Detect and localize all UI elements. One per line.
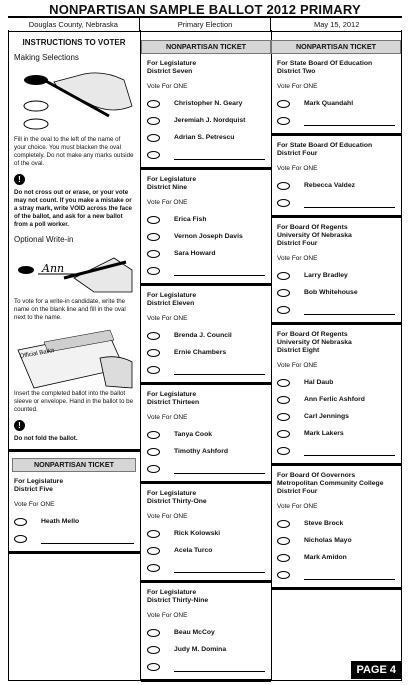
candidate-row[interactable] — [147, 426, 267, 443]
warning-icon: ! — [14, 420, 25, 431]
official-ballot-label: Official Ballot — [19, 347, 55, 360]
writein-row[interactable] — [147, 460, 267, 477]
candidate-row[interactable] — [277, 549, 397, 566]
writein-line[interactable] — [174, 563, 265, 573]
contest-office-title: University Of Nebraska — [277, 232, 352, 239]
selection-oval[interactable] — [277, 289, 290, 297]
vote-for-instruction: Vote For ONE — [14, 501, 55, 508]
writein-line[interactable] — [174, 662, 265, 672]
optional-writein-heading: Optional Write-in — [14, 235, 74, 244]
selection-oval[interactable] — [147, 663, 160, 671]
contest-office-title: For Legislature — [147, 589, 197, 596]
candidate-row[interactable] — [147, 542, 267, 559]
selection-oval[interactable] — [147, 629, 160, 637]
selection-oval[interactable] — [147, 564, 160, 572]
candidate-row[interactable] — [147, 525, 267, 542]
selection-oval[interactable] — [277, 306, 290, 314]
selection-oval[interactable] — [277, 520, 290, 528]
selection-oval[interactable] — [147, 465, 160, 473]
election-label: Primary Election — [139, 18, 271, 31]
selection-oval[interactable] — [147, 646, 160, 654]
vote-for-instruction: Vote For ONE — [147, 513, 188, 520]
writein-row[interactable] — [147, 361, 267, 378]
writein-row[interactable] — [277, 566, 397, 583]
contest-office-title: District Two — [277, 68, 316, 75]
candidate-row[interactable] — [147, 211, 267, 228]
county-label: Douglas County, Nebraska — [28, 20, 118, 29]
contest-office-title: For Legislature — [147, 292, 197, 299]
selection-oval[interactable] — [14, 518, 27, 526]
candidate-name: Tanya Cook — [174, 431, 213, 438]
contest — [141, 583, 271, 682]
selection-oval[interactable] — [277, 117, 290, 125]
writein-line[interactable] — [304, 198, 395, 208]
selection-oval[interactable] — [147, 216, 160, 224]
candidate-name: Acela Turco — [174, 547, 213, 554]
candidate-row[interactable] — [147, 112, 267, 129]
candidate-name: Bob Whitehouse — [304, 289, 358, 296]
writein-row[interactable] — [147, 146, 267, 163]
candidate-name: Steve Brock — [304, 520, 344, 527]
candidate-row[interactable] — [147, 344, 267, 361]
candidate-row[interactable] — [147, 228, 267, 245]
candidate-name: Heath Mello — [41, 518, 80, 525]
selection-oval[interactable] — [277, 272, 290, 280]
candidate-name: Nicholas Mayo — [304, 537, 352, 544]
instructions-heading: INSTRUCTIONS TO VOTER — [22, 38, 126, 47]
contest — [141, 170, 271, 286]
selection-oval[interactable] — [147, 100, 160, 108]
selection-oval[interactable] — [147, 151, 160, 159]
candidate-row[interactable] — [277, 267, 397, 284]
writein-line[interactable] — [41, 534, 134, 544]
selection-oval[interactable] — [147, 431, 160, 439]
col3-contests — [271, 54, 401, 590]
writein-line[interactable] — [304, 570, 395, 580]
candidate-name: Larry Bradley — [304, 272, 348, 279]
candidate-row[interactable] — [147, 327, 267, 344]
candidate-name: Vernon Joseph Davis — [174, 233, 243, 240]
writein-line[interactable] — [304, 446, 395, 456]
vote-for-instruction: Vote For ONE — [147, 612, 188, 619]
contest-office-title: Metropolitan Community College — [277, 480, 384, 487]
selection-oval[interactable] — [147, 349, 160, 357]
contest-office-title: District Thirty-One — [147, 498, 207, 505]
instructions-column — [8, 30, 140, 680]
selection-oval[interactable] — [147, 117, 160, 125]
contest — [141, 54, 271, 170]
selection-oval[interactable] — [277, 100, 290, 108]
candidate-row[interactable] — [147, 641, 267, 658]
writein-row[interactable] — [147, 262, 267, 279]
candidate-row[interactable] — [147, 129, 267, 146]
candidate-name: Erica Fish — [174, 216, 207, 223]
writein-line[interactable] — [304, 305, 395, 315]
vote-for-instruction: Vote For ONE — [277, 83, 318, 90]
writein-instruction-text: To vote for a write-in candidate, write the name on the blank line and fill in the oval next to the name. — [14, 298, 126, 321]
selection-oval[interactable] — [147, 530, 160, 538]
vote-for-instruction: Vote For ONE — [147, 414, 188, 421]
contest-office-title: District Eleven — [147, 300, 195, 307]
contest-office-title: For State Board Of Education — [277, 142, 373, 149]
fill-instruction-text: Fill in the oval to the left of the name of your choice. You must blacken the oval completely. Do not make any marks outside of the oval. — [14, 136, 134, 167]
contest — [271, 54, 401, 136]
writein-illustration — [14, 248, 134, 298]
candidate-row[interactable] — [277, 284, 397, 301]
candidate-name: Mark Quandahl — [304, 100, 354, 107]
contest — [8, 472, 140, 554]
section-header: NONPARTISAN TICKET — [271, 40, 401, 54]
date-label: May 15, 2012 — [270, 18, 402, 31]
legislature-column — [140, 30, 272, 680]
selection-oval[interactable] — [147, 134, 160, 142]
contest-office-title: For Board Of Regents — [277, 331, 348, 338]
warning-icon: ! — [14, 174, 25, 185]
writein-row[interactable] — [14, 530, 136, 547]
section-header: NONPARTISAN TICKET — [141, 40, 271, 54]
writein-row[interactable] — [147, 658, 267, 675]
selection-oval[interactable] — [147, 233, 160, 241]
contest-office-title: For Legislature — [147, 490, 197, 497]
selection-oval[interactable] — [277, 430, 290, 438]
contest-office-title: District Four — [277, 240, 318, 247]
contest — [271, 466, 401, 590]
candidate-name: Ernie Chambers — [174, 349, 227, 356]
candidate-name: Judy M. Domina — [174, 646, 227, 653]
contest-office-title: District Seven — [147, 68, 193, 75]
contest-office-title: District Four — [277, 488, 318, 495]
contest — [271, 218, 401, 325]
col1-contests — [8, 472, 140, 554]
contest-office-title: For State Board Of Education — [277, 60, 373, 67]
candidate-name: Sara Howard — [174, 250, 216, 257]
candidate-row[interactable] — [147, 95, 267, 112]
selection-oval[interactable] — [277, 199, 290, 207]
section-header: NONPARTISAN TICKET — [12, 458, 136, 472]
contest-office-title: For Legislature — [147, 176, 197, 183]
contest — [271, 136, 401, 218]
vote-for-instruction: Vote For ONE — [277, 165, 318, 172]
contest-office-title: University Of Nebraska — [277, 339, 352, 346]
writein-line[interactable] — [174, 464, 265, 474]
contest-office-title: District Five — [14, 486, 53, 493]
candidate-name: Rick Kolowski — [174, 530, 221, 537]
ballot-sleeve-illustration — [14, 328, 134, 390]
vote-for-instruction: Vote For ONE — [147, 83, 188, 90]
ballot-title: NONPARTISAN SAMPLE BALLOT 2012 PRIMARY — [49, 2, 361, 17]
contest-office-title: District Nine — [147, 184, 188, 191]
contest — [271, 325, 401, 466]
contest — [141, 286, 271, 385]
contest-office-title: For Legislature — [14, 478, 64, 485]
candidate-row[interactable] — [277, 425, 397, 442]
writein-sample-name: Ann — [42, 262, 65, 275]
boards-column — [271, 30, 401, 680]
candidate-name: Mark Lakers — [304, 430, 344, 437]
contest-office-title: District Thirteen — [147, 399, 200, 406]
contest-office-title: District Four — [277, 150, 318, 157]
vote-for-instruction: Vote For ONE — [147, 315, 188, 322]
candidate-row[interactable] — [277, 374, 397, 391]
selection-oval[interactable] — [277, 537, 290, 545]
candidate-row[interactable] — [277, 515, 397, 532]
selection-oval[interactable] — [147, 332, 160, 340]
candidate-row[interactable] — [14, 513, 136, 530]
writein-line[interactable] — [174, 150, 265, 160]
candidate-name: Timothy Ashford — [174, 448, 228, 455]
candidate-name: Mark Amidon — [304, 554, 347, 561]
writein-row[interactable] — [277, 301, 397, 318]
writein-row[interactable] — [277, 112, 397, 129]
writein-row[interactable] — [147, 559, 267, 576]
writein-line[interactable] — [174, 365, 265, 375]
selection-oval[interactable] — [277, 396, 290, 404]
candidate-name: Beau McCoy — [174, 629, 215, 636]
selection-oval[interactable] — [147, 448, 160, 456]
selection-oval[interactable] — [147, 366, 160, 374]
contest-office-title: For Legislature — [147, 391, 197, 398]
candidate-row[interactable] — [147, 245, 267, 262]
fill-oval-illustration — [14, 66, 134, 136]
writein-row[interactable] — [277, 194, 397, 211]
candidate-name: Adrian S. Petrescu — [174, 134, 235, 141]
candidate-name: Rebecca Valdez — [304, 182, 356, 189]
selection-oval[interactable] — [277, 413, 290, 421]
contest — [141, 484, 271, 583]
candidate-name: Brenda J. Council — [174, 332, 232, 339]
selection-oval[interactable] — [277, 379, 290, 387]
contest-office-title: For Board Of Governors — [277, 472, 356, 479]
contest-office-title: District Eight — [277, 347, 320, 354]
candidate-row[interactable] — [147, 443, 267, 460]
vote-for-instruction: Vote For ONE — [147, 199, 188, 206]
making-selections-heading: Making Selections — [14, 53, 79, 62]
candidate-row[interactable] — [277, 391, 397, 408]
vote-for-instruction: Vote For ONE — [277, 255, 318, 262]
col2-contests — [141, 54, 271, 682]
candidate-name: Carl Jennings — [304, 413, 349, 420]
candidate-name: Hal Daub — [304, 379, 334, 386]
writein-line[interactable] — [174, 266, 265, 276]
contest-office-title: District Thirty-Nine — [147, 597, 209, 604]
writein-line[interactable] — [304, 116, 395, 126]
selection-oval[interactable] — [277, 571, 290, 579]
candidate-row[interactable] — [277, 408, 397, 425]
selection-oval[interactable] — [277, 447, 290, 455]
candidate-row[interactable] — [277, 532, 397, 549]
writein-row[interactable] — [277, 442, 397, 459]
page-number-badge: PAGE 4 — [351, 661, 401, 679]
vote-for-instruction: Vote For ONE — [277, 362, 318, 369]
insert-instruction-text: Insert the completed ballot into the ballot sleeve or envelope. Hand in the ballot to be counted. — [14, 390, 134, 413]
fold-instruction-text: Do not fold the ballot. — [14, 435, 78, 442]
candidate-row[interactable] — [277, 95, 397, 112]
warning-instruction-text: Do not cross out or erase, or your vote may not count. If you make a mistake or a stray mark, write VOID across the face of the ballot, and ask for a new ballot from a poll worker. — [14, 189, 132, 228]
candidate-name: Ann Ferlic Ashford — [304, 396, 365, 403]
selection-oval[interactable] — [147, 547, 160, 555]
candidate-name: Jeremiah J. Nordquist — [174, 117, 246, 124]
contest-office-title: For Legislature — [147, 60, 197, 67]
candidate-row[interactable] — [277, 177, 397, 194]
contest-office-title: For Board Of Regents — [277, 224, 348, 231]
selection-oval[interactable] — [277, 182, 290, 190]
candidate-name: Christopher N. Geary — [174, 100, 243, 107]
contest — [141, 385, 271, 484]
selection-oval[interactable] — [147, 250, 160, 258]
selection-oval[interactable] — [277, 554, 290, 562]
selection-oval[interactable] — [14, 535, 27, 543]
candidate-row[interactable] — [147, 624, 267, 641]
selection-oval[interactable] — [147, 267, 160, 275]
vote-for-instruction: Vote For ONE — [277, 503, 318, 510]
